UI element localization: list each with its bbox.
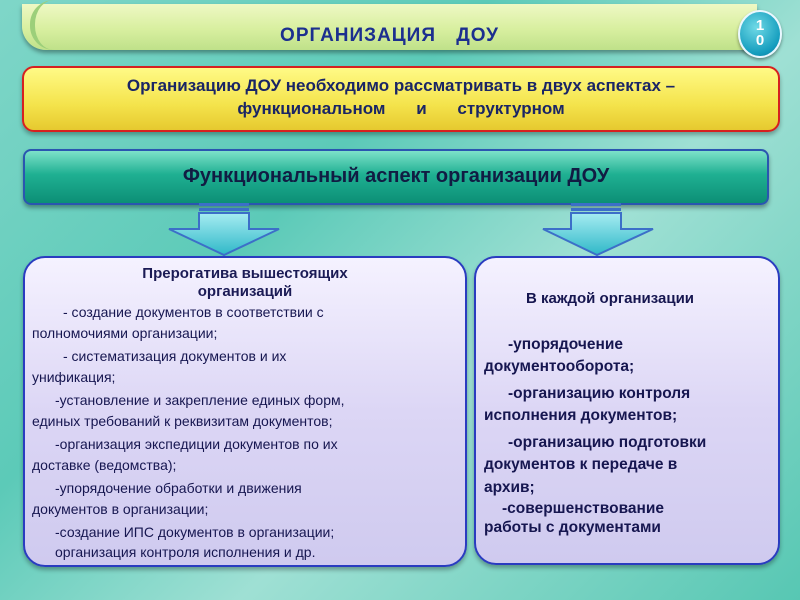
left-panel [23, 256, 467, 567]
intro-box [22, 66, 780, 132]
right-panel-line: -совершенствование [502, 500, 665, 517]
left-panel-line: унификация; [32, 369, 116, 385]
page-number-badge [738, 10, 782, 58]
page-title: ОРГАНИЗАЦИЯ ДОУ [280, 25, 499, 46]
section-title: Функциональный аспект организации ДОУ [182, 165, 610, 187]
left-panel-line: организация контроля исполнения и др. [55, 544, 316, 560]
left-panel-line: полномочиями организации; [32, 325, 218, 341]
right-panel-line: документов к передаче в [484, 456, 678, 473]
right-panel-line: исполнения документов; [484, 407, 678, 424]
title-banner [22, 4, 757, 50]
left-panel-line: -организация экспедиции документов по их [55, 436, 338, 452]
left-panel-line: -установление и закрепление единых форм, [55, 392, 345, 408]
left-panel-line: - систематизация документов и их [63, 348, 287, 364]
right-panel-line: -организацию контроля [508, 385, 691, 402]
right-panel-line: -организацию подготовки [508, 434, 707, 451]
right-panel-line: архив; [484, 479, 535, 496]
right-panel [474, 256, 780, 565]
down-arrow-icon-right [541, 203, 657, 257]
right-panel-title: В каждой организации [526, 290, 695, 307]
page-number-digit-2: 0 [755, 32, 765, 49]
right-panel-line: -упорядочение [508, 336, 623, 353]
left-panel-line: -упорядочение обработки и движения [55, 480, 302, 496]
left-panel-line: - создание документов в соответствии с [63, 304, 324, 320]
right-panel-line: работы с документами [484, 519, 661, 536]
left-panel-line: -создание ИПС документов в организации; [55, 524, 335, 540]
down-arrow-icon-left [165, 203, 281, 257]
left-panel-title-line-2: организаций [197, 283, 293, 300]
left-panel-title-line-1: Прерогатива вышестоящих [142, 265, 348, 282]
intro-line-1: Организацию ДОУ необходимо рассматривать в двух аспектах – [126, 76, 676, 95]
intro-line-2: функциональном и структурном [237, 99, 565, 118]
left-panel-line: единых требований к реквизитам документов; [32, 413, 333, 429]
right-panel-line: документооборота; [484, 358, 635, 375]
section-bar [23, 149, 769, 205]
page-number-digit-1: 1 [755, 17, 765, 34]
left-panel-line: документов в организации; [32, 501, 209, 517]
left-panel-line: доставке (ведомства); [32, 457, 177, 473]
